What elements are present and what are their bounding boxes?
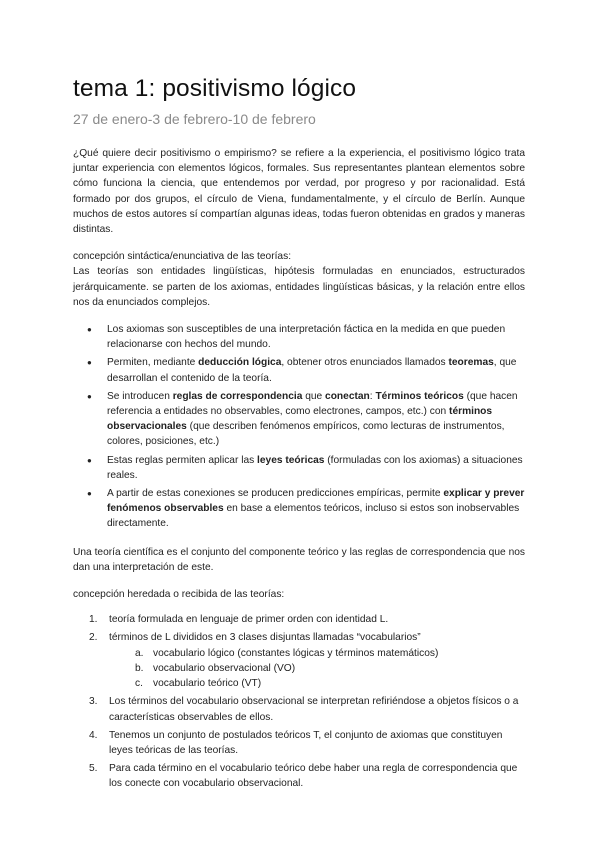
- list-number: 2.: [89, 632, 98, 644]
- list-item-text: Para cada término en el vocabulario teórico debe haber una regla de correspondencia que los conecte con vocabulario observacional.: [109, 763, 518, 790]
- list-number: 5.: [89, 763, 98, 775]
- sub-list-item-text: vocabulario teórico (VT): [153, 678, 262, 690]
- bold-term: conectan: [325, 390, 370, 402]
- page-title: tema 1: positivismo lógico: [73, 75, 357, 102]
- bold-term: leyes teóricas: [257, 454, 325, 466]
- sub-list-item: [135, 676, 525, 691]
- bold-term: reglas de correspondencia: [172, 390, 303, 402]
- section1-heading: concepción sintáctica/enunciativa de las teorías:: [73, 251, 292, 263]
- definition-paragraph: Una teoría científica es el conjunto del componente teórico y las reglas de correspondencia que nos dan una interpretación de este.: [73, 546, 525, 573]
- list-item: [89, 694, 525, 724]
- sub-list-letter: c.: [135, 678, 143, 690]
- list-item-text: Los términos del vocabulario observacional se interpretan refiriéndose a objetos físicos o a características observables de ellos.: [109, 696, 519, 723]
- list-item: [107, 453, 525, 483]
- date-subtitle: 27 de enero-3 de febrero-10 de febrero: [73, 111, 316, 127]
- intro-paragraph: ¿Qué quiere decir positivismo o empirismo? se refiere a la experiencia, el positivismo lógico trata juntar experiencia con elementos lógicos, formales. Sus representantes plantean elementos sobre cómo funciona la ciencia, que entendemos por verdad, por progreso y por racionalidad. Está formado por dos grupos, el círculo de Viena, fundamentalmente, y el círculo de Berlín. Aunque muchos de estos autores sí compartían algunas ideas, todas fueron obtenidas en grados y maneras distintas.: [73, 148, 525, 236]
- section2-heading: concepción heredada o recibida de las teorías:: [73, 589, 285, 601]
- list-item-text: Tenemos un conjunto de postulados teóricos T, el conjunto de axiomas que constituyen leyes teóricas de las teorías.: [109, 729, 503, 756]
- list-number: 1.: [89, 614, 98, 626]
- list-item-text: términos de L divididos en 3 clases disjuntas llamadas “vocabularios”: [109, 632, 421, 644]
- bold-term: deducción lógica: [198, 357, 282, 369]
- bold-term: Términos teóricos: [375, 390, 464, 402]
- list-item: [89, 612, 525, 627]
- section1-paragraph: Las teorías son entidades lingüísticas, hipótesis formuladas en enunciados, estructurados jerárquicamente. se parten de los axiomas, entidades lingüísticas básicas, y la relación entre ellos nos da enunciados complejos.: [73, 266, 525, 308]
- list-item: [89, 630, 525, 691]
- bullet-text: (que describen fenómenos empíricos, como lecturas de instrumentos, colores, posiciones, etc.): [107, 421, 505, 448]
- bullet-text: que: [302, 390, 326, 402]
- bullet-text: Se introducen: [107, 390, 173, 402]
- bullet-text: Los axiomas son susceptibles de una interpretación fáctica en la medida en que pueden relacionarse con hechos del mundo.: [107, 324, 506, 351]
- bullet-list: [73, 322, 525, 532]
- sub-list-letter: a.: [135, 647, 144, 659]
- bullet-text: , obtener otros enunciados llamados: [281, 357, 449, 369]
- sub-list-item-text: vocabulario observacional (VO): [153, 662, 296, 674]
- list-item: [107, 355, 525, 385]
- list-item-text: teoría formulada en lenguaje de primer orden con identidad L.: [109, 614, 389, 626]
- bullet-text: Estas reglas permiten aplicar las: [107, 454, 258, 466]
- bullet-text: :: [369, 390, 376, 402]
- sub-list-item-text: vocabulario lógico (constantes lógicas y términos matemáticos): [153, 647, 439, 659]
- list-number: 4.: [89, 729, 98, 741]
- list-item: [107, 486, 525, 532]
- list-number: 3.: [89, 696, 98, 708]
- bullet-text: (que hacen referencia a entidades no observables, como electrones, campos, etc.) con: [107, 390, 518, 418]
- sub-list-item: [135, 661, 525, 676]
- list-item: [107, 389, 525, 450]
- bold-term: términos observacionales: [107, 406, 493, 433]
- numbered-list: [73, 612, 525, 791]
- bullet-text: (formuladas con los axiomas) a situaciones reales.: [107, 454, 523, 481]
- list-item: [107, 322, 525, 352]
- sub-list-item: [135, 646, 525, 661]
- bullet-text: A partir de estas conexiones se producen predicciones empíricas, permite: [107, 488, 444, 500]
- document-body: [73, 146, 525, 792]
- sub-list: [109, 646, 525, 692]
- bold-term: explicar y prever fenómenos observables: [107, 488, 525, 515]
- list-item: [89, 728, 525, 758]
- bold-term: teoremas: [448, 357, 494, 369]
- sub-list-letter: b.: [135, 662, 144, 674]
- list-item: [89, 761, 525, 791]
- bullet-text: Permiten, mediante: [107, 357, 199, 369]
- bullet-text: en base a elementos teóricos, incluso si estos son inobservables directamente.: [107, 503, 520, 530]
- bullet-text: , que desarrollan el contenido de la teoría.: [107, 357, 517, 384]
